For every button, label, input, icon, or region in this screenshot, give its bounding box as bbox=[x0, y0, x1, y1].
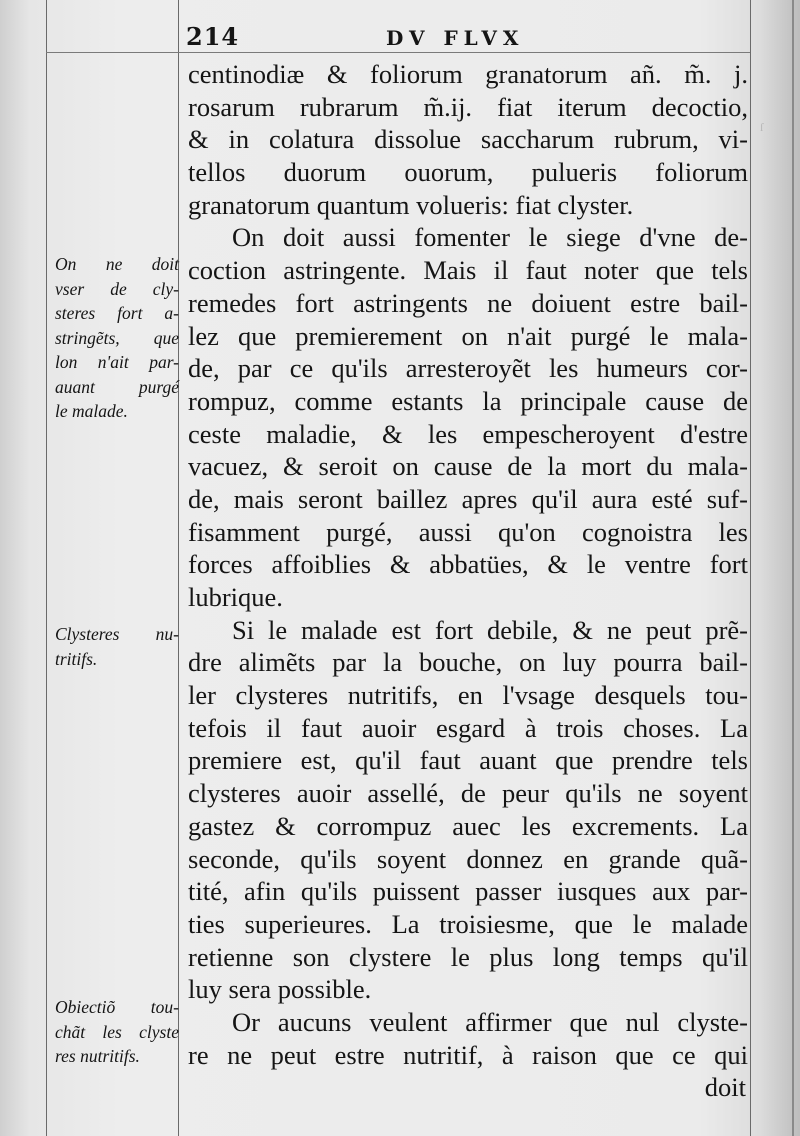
margin-note-line: steres fort a- bbox=[55, 303, 179, 323]
text-line: centinodiæ & foliorum granatorum añ. m̃. j. bbox=[188, 59, 748, 89]
text-line: clysteres auoir assellé, de peur qu'ils ne soyent bbox=[188, 778, 748, 809]
text-line: rompuz, comme estants la principale cause de bbox=[188, 385, 748, 416]
text-line: gastez & corrompuz auec les excrements. La bbox=[188, 810, 748, 841]
text-line: & in colatura dissolue saccharum rubrum, vi- bbox=[188, 124, 748, 155]
margin-note-objection bbox=[55, 995, 179, 1069]
text-line: tellos duorum ouorum, pulueris foliorum bbox=[188, 157, 748, 188]
text-line: lubrique. bbox=[188, 582, 283, 612]
text-line: remedes fort astringents ne doiuent estre bail- bbox=[188, 287, 748, 318]
text-line: granatorum quantum volueris: fiat clyster. bbox=[188, 189, 634, 220]
text-line: ler clysteres nutritifs, en l'vsage desquels tou- bbox=[188, 680, 748, 711]
show-through-ink: ſ bbox=[760, 120, 764, 134]
margin-note-line: auant purgé bbox=[55, 376, 179, 397]
text-line: vacuez, & seroit on cause de la mort du mala- bbox=[188, 451, 748, 482]
running-head: DV FLVX bbox=[386, 26, 525, 50]
text-line: luy sera possible. bbox=[188, 974, 372, 1005]
text-line: forces affoiblies & abbatües, & le ventre fort bbox=[188, 549, 748, 580]
text-line: premiere est, qu'il faut auant que prendre tels bbox=[188, 745, 748, 776]
text-line: tefois il faut auoir esgard à trois choses. La bbox=[188, 712, 748, 743]
margin-note-astringent bbox=[55, 252, 179, 424]
text-line: ceste maladie, & les empescheroyent d'estre bbox=[188, 418, 748, 449]
margin-note-line: Obiectiõ tou- bbox=[55, 997, 179, 1017]
margin-note-line: lon n'ait par- bbox=[55, 352, 179, 372]
text-line: coction astringente. Mais il faut noter que tels bbox=[188, 255, 748, 286]
margin-note-line: chãt les clyste bbox=[55, 1021, 179, 1042]
margin-column-rule bbox=[178, 0, 179, 1136]
text-line: seconde, qu'ils soyent donnez en grande quã- bbox=[188, 843, 748, 874]
text-line: tité, afin qu'ils puissent passer iusques aux par- bbox=[188, 876, 748, 907]
text-line: dre alimẽts par la bouche, on luy pourra bail- bbox=[188, 647, 748, 678]
text-line: Si le malade est fort debile, & ne peut prẽ- bbox=[232, 614, 748, 645]
left-page-edge-rule bbox=[46, 0, 47, 1136]
text-line: On doit aussi fomenter le siege d'vne de- bbox=[232, 222, 748, 253]
margin-note-line: Clysteres nu- bbox=[55, 624, 179, 644]
margin-note-line: le malade. bbox=[55, 401, 128, 421]
text-line: lez que premierement on n'ait purgé le mala- bbox=[188, 320, 748, 351]
main-text-column bbox=[188, 58, 748, 1071]
margin-note-line: stringẽts, que bbox=[55, 327, 179, 348]
right-text-rule bbox=[750, 0, 751, 1136]
far-right-edge bbox=[792, 0, 794, 1136]
margin-note-nutritive bbox=[55, 622, 179, 671]
text-line: de, par ce qu'ils arresteroyẽt les humeurs cor- bbox=[188, 353, 748, 384]
page-number: 214 bbox=[186, 22, 240, 51]
text-line: Or aucuns veulent affirmer que nul clyste- bbox=[232, 1006, 748, 1037]
margin-note-line: vser de cly- bbox=[55, 278, 179, 299]
margin-note-line: tritifs. bbox=[55, 648, 98, 669]
text-line: retienne son clystere le plus long temps qu'il bbox=[188, 941, 748, 972]
text-line: fisamment purgé, aussi qu'on cognoistra les bbox=[188, 516, 748, 547]
margin-note-line: res nutritifs. bbox=[55, 1046, 140, 1066]
text-line: ties superieures. La troisiesme, que le malade bbox=[188, 908, 748, 939]
page-header bbox=[186, 22, 746, 54]
margin-note-line: On ne doit bbox=[55, 254, 179, 274]
text-line: de, mais seront baillez apres qu'il aura esté suf- bbox=[188, 483, 748, 514]
text-line: re ne peut estre nutritif, à raison que ce qui bbox=[188, 1039, 748, 1070]
catchword: doit bbox=[704, 1072, 746, 1102]
text-line: rosarum rubrarum m̃.ij. fiat iterum decoctio, bbox=[188, 91, 748, 122]
